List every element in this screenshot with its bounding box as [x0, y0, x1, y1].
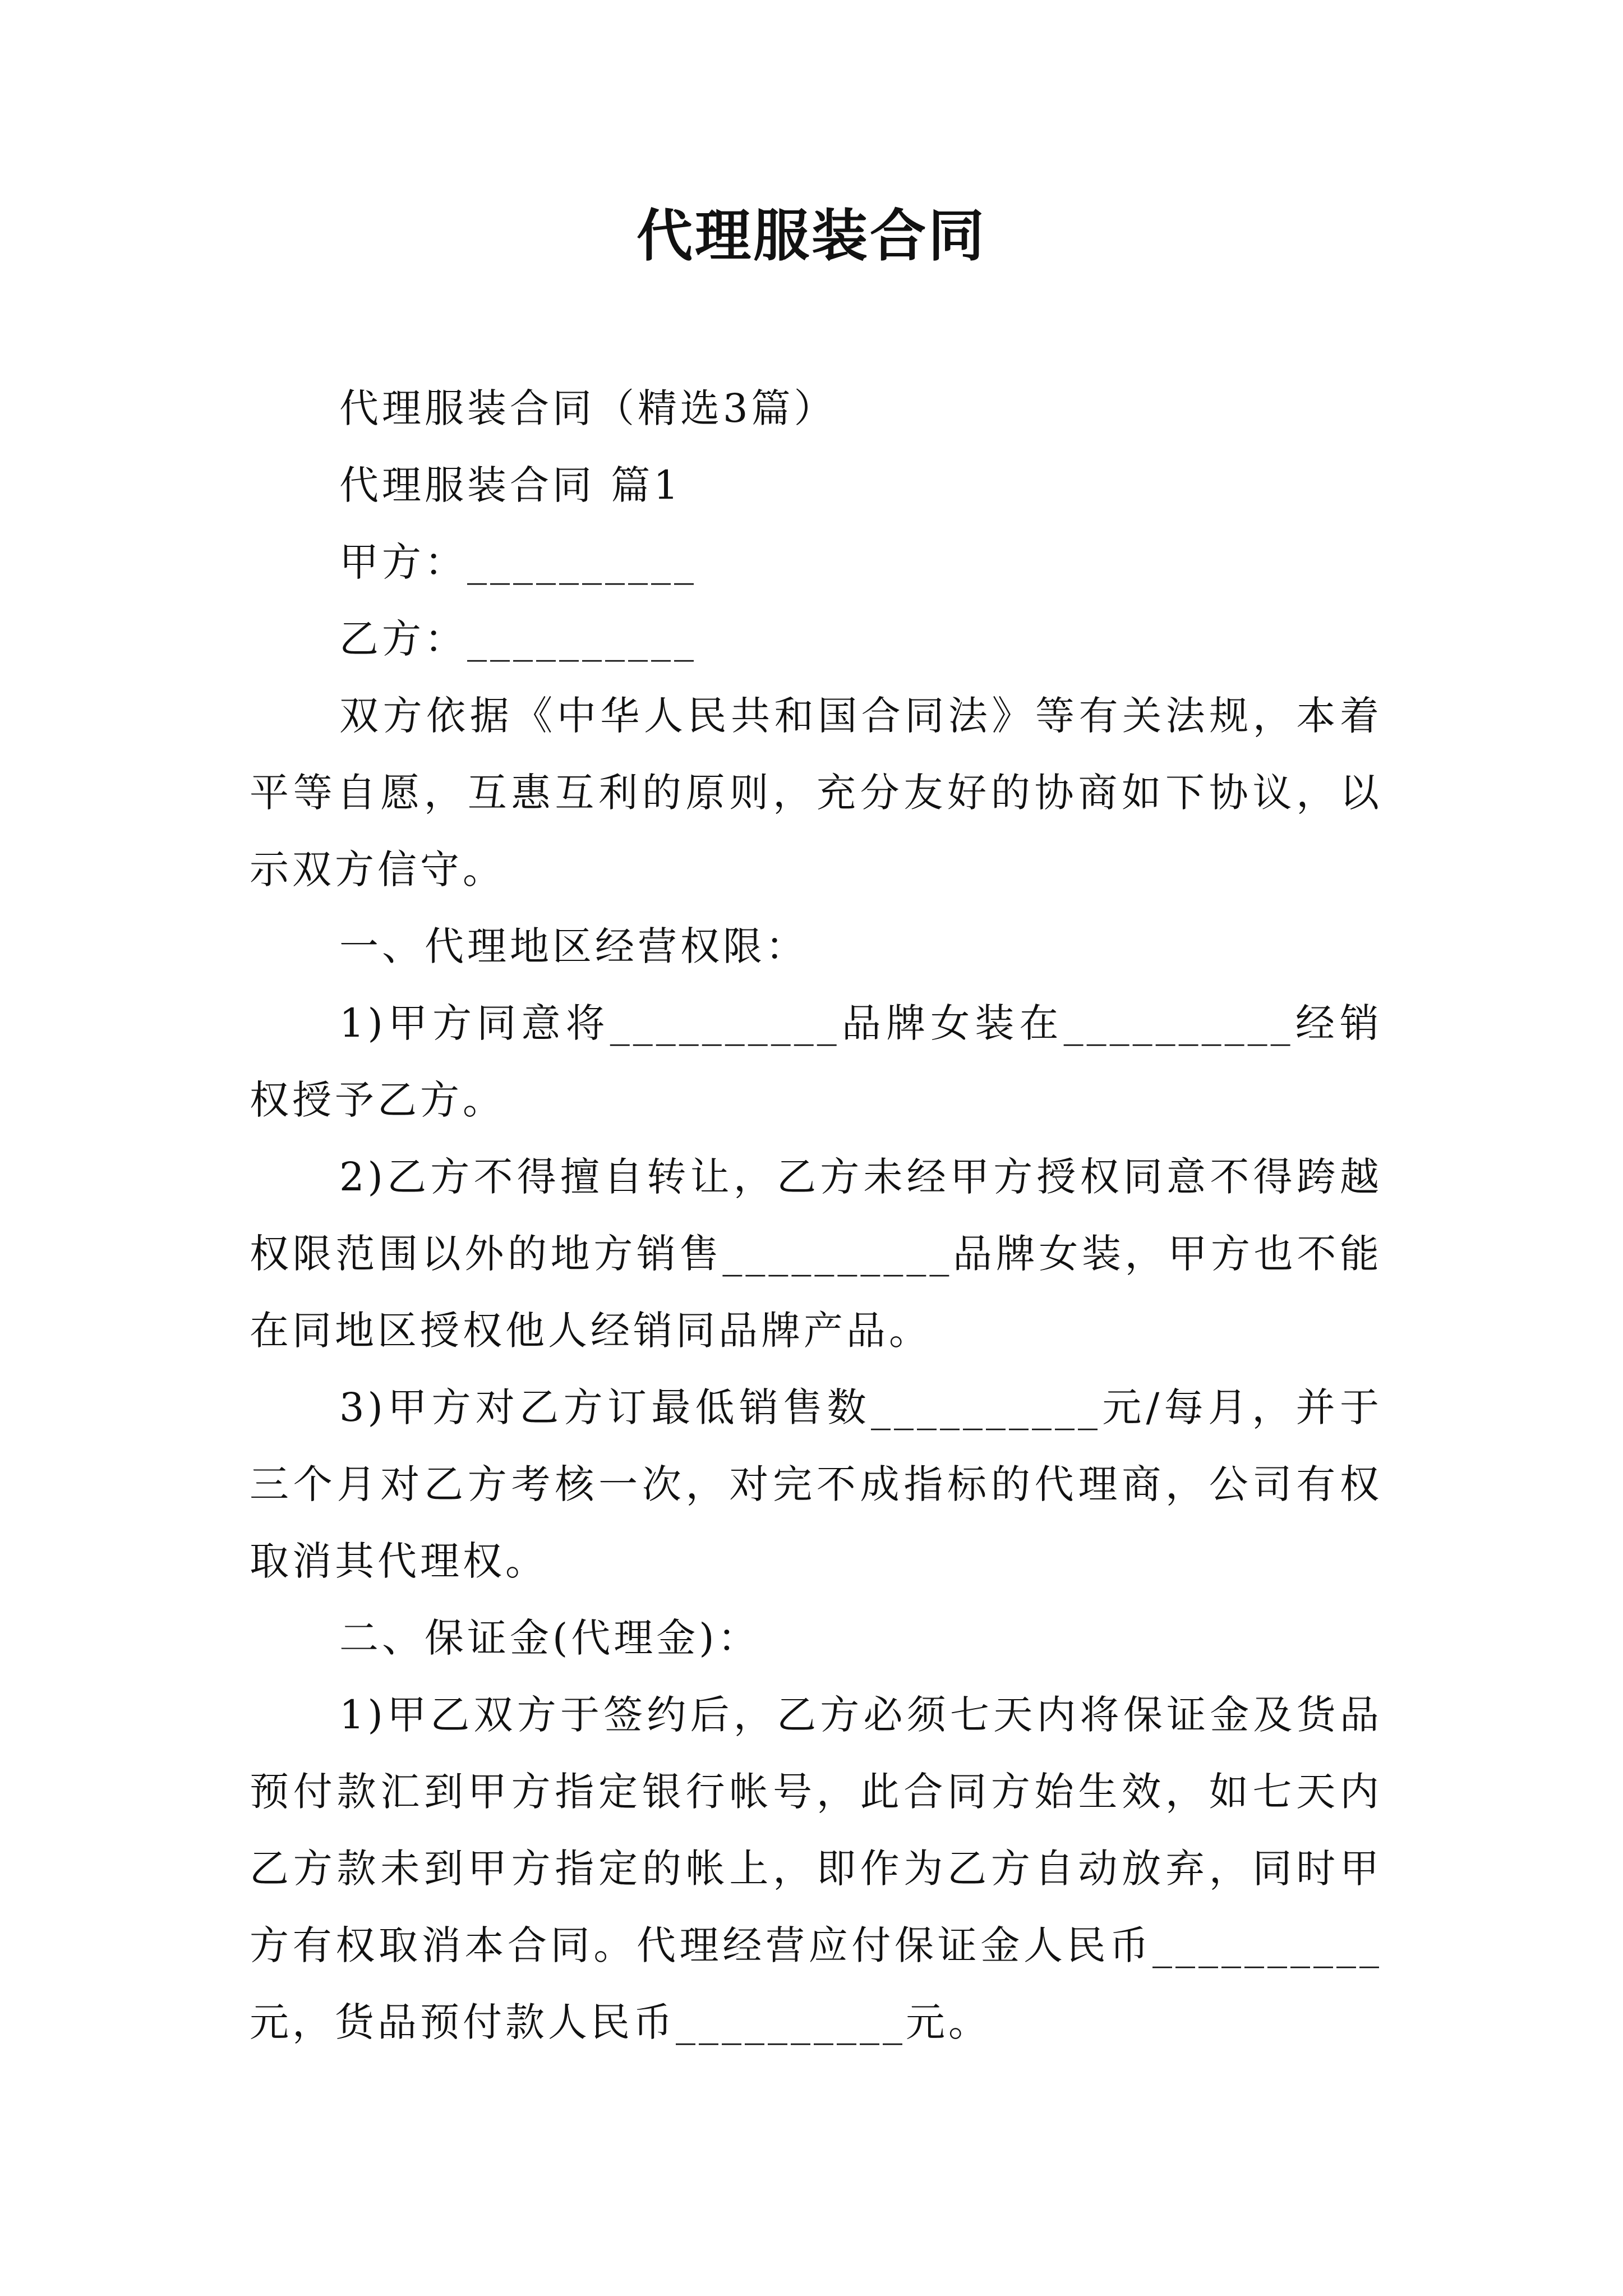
document-title: 代理服装合同: [637, 203, 986, 269]
clause-1-1: 1)甲方同意将__________品牌女装在__________经销权授予乙方。: [250, 1000, 1382, 1123]
subtitle-paragraph: 代理服装合同（精选3篇）: [339, 385, 837, 431]
clause-1-3: 3)甲方对乙方订最低销售数__________元/每月，并于三个月对乙方考核一次，对完不成指标的代理商，公司有权取消其代理权。: [250, 1384, 1382, 1584]
clause-2-1: 1)甲乙双方于签约后，乙方必须七天内将保证金及货品预付款汇到甲方指定银行帐号，此合同方始生效，如七天内乙方款未到甲方指定的帐上，即作为乙方自动放弃，同时甲方有权取消本合同。代理经营应付保证金人民币__________元，货品预付款人民币__________元。: [250, 1692, 1382, 2045]
preamble-paragraph: 双方依据《中华人民共和国合同法》等有关法规，本着平等自愿，互惠互利的原则，充分友好的协商如下协议，以示双方信守。: [250, 693, 1382, 892]
section-heading-part-1: 代理服装合同 篇1: [339, 462, 682, 508]
clause-heading-2: 二、保证金(代理金)：: [339, 1615, 760, 1661]
party-a-line: 甲方：__________: [339, 539, 697, 585]
clause-1-2: 2)乙方不得擅自转让，乙方未经甲方授权同意不得跨越权限范围以外的地方销售__________品牌女装，甲方也不能在同地区授权他人经销同品牌产品。: [250, 1154, 1382, 1354]
document-body: [250, 370, 1382, 2061]
party-b-line: 乙方：__________: [339, 616, 697, 662]
clause-heading-1: 一、代理地区经营权限：: [339, 923, 808, 969]
